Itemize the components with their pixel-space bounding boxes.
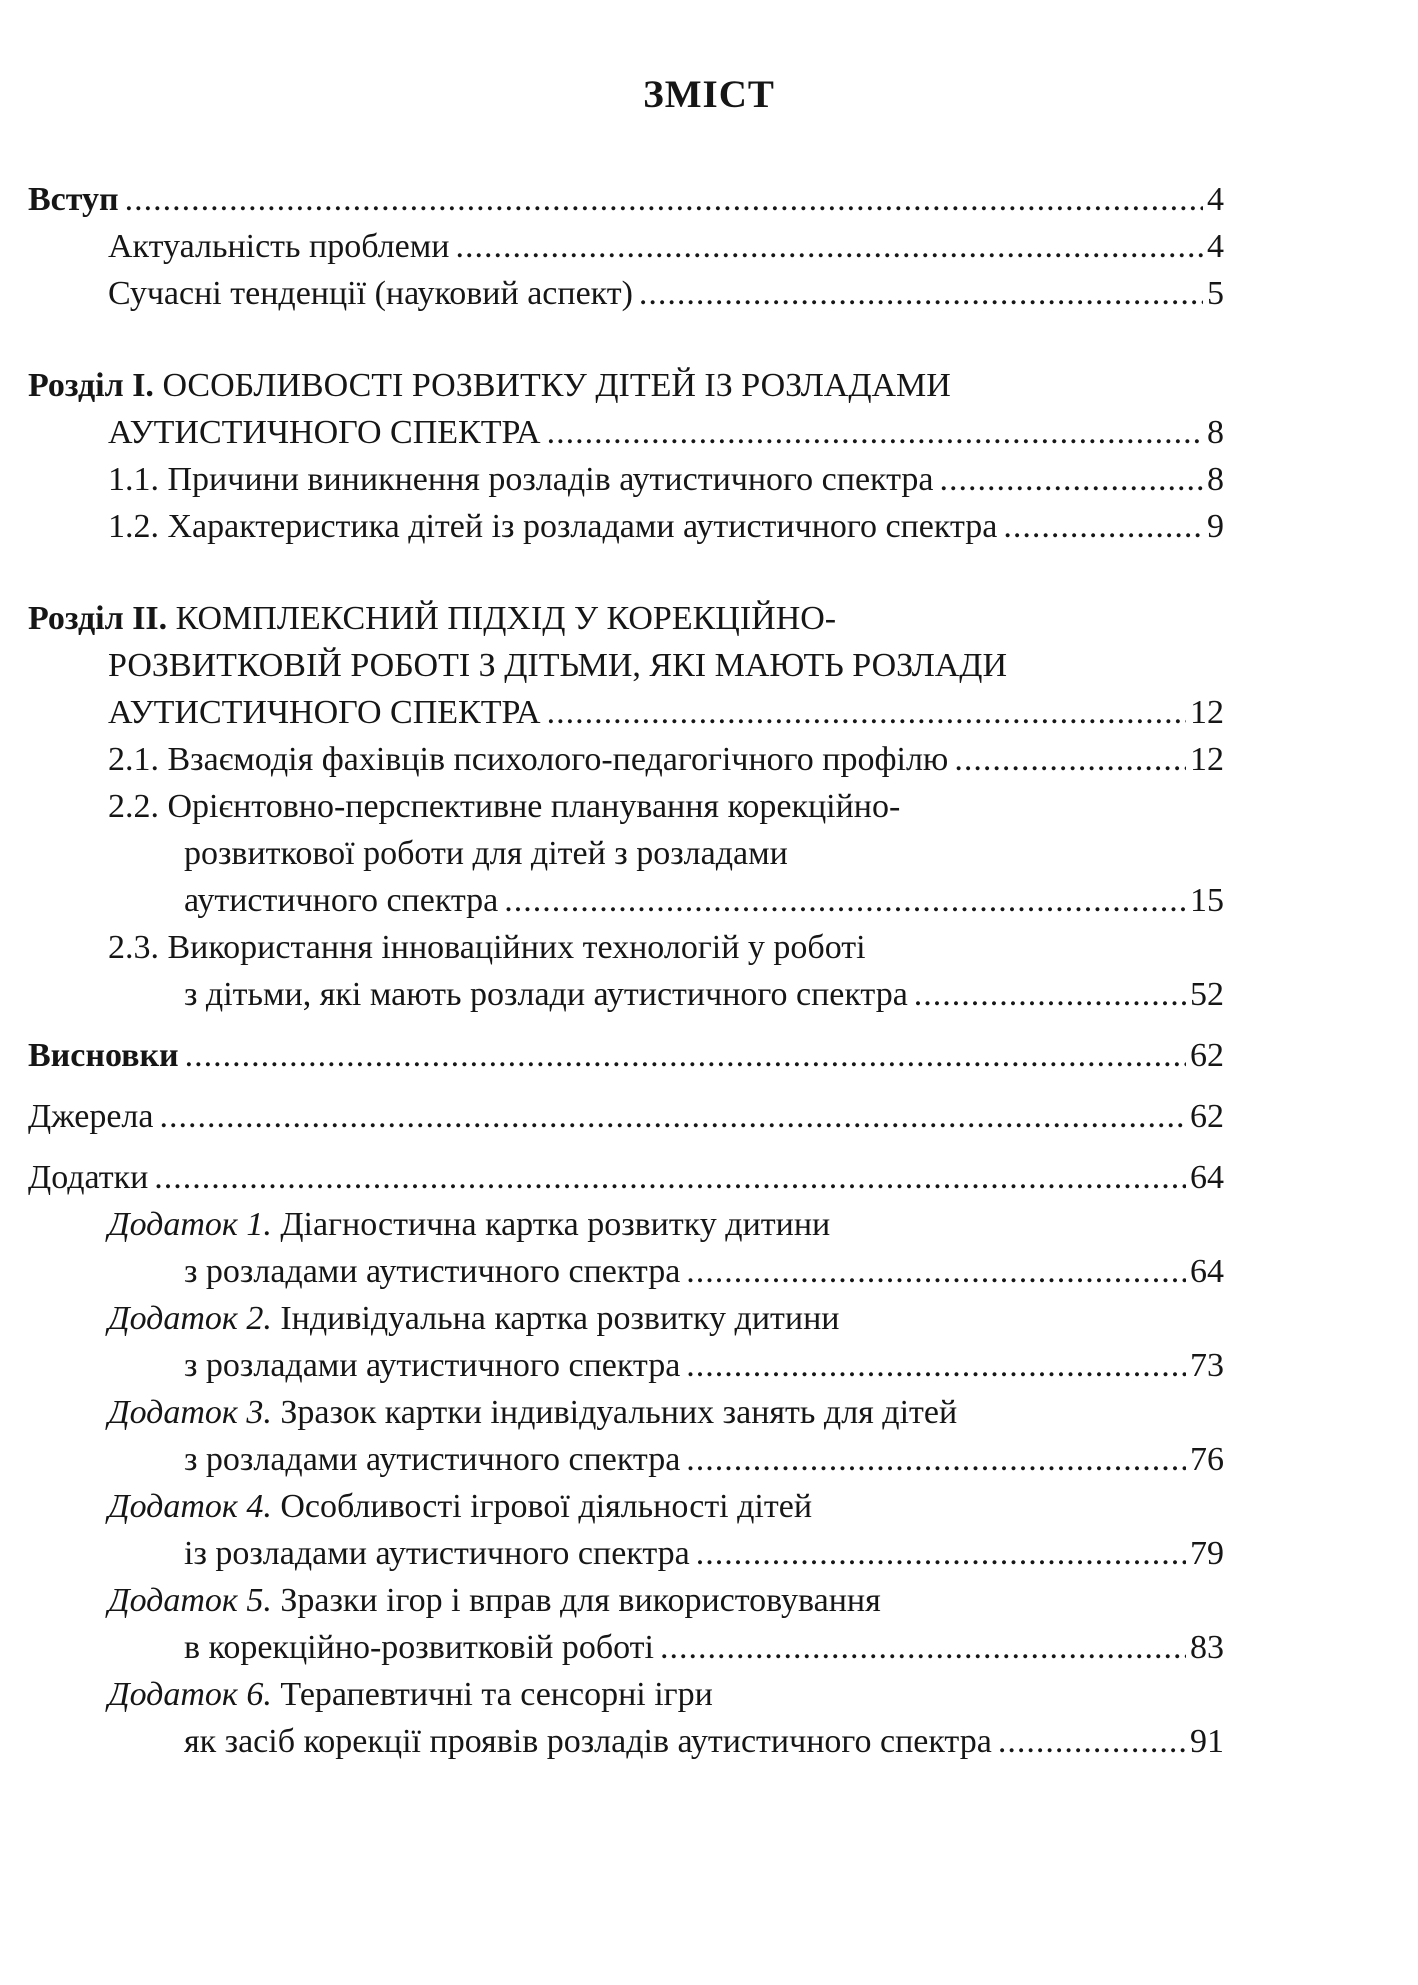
toc-entry-conclusions	[28, 1032, 1224, 1079]
appendix-title-line: як засіб корекції проявів розладів аутистичного спектра	[184, 1723, 992, 1760]
appendix-prefix: Додаток 6.	[108, 1676, 272, 1713]
toc-label: розвиткової роботи для дітей з розладами	[184, 835, 788, 872]
toc-entry-2-3-line-1	[28, 924, 1224, 971]
appendix-title-line: Індивідуальна картка розвитку дитини	[271, 1300, 840, 1337]
toc-entry-2-3	[28, 971, 1224, 1018]
toc-page: 9	[1207, 508, 1224, 545]
appendix-title-line: в корекційно-розвитковій роботі	[184, 1629, 654, 1666]
table-of-contents	[28, 176, 1224, 1765]
toc-leader	[504, 877, 1186, 924]
toc-leader	[686, 1436, 1186, 1483]
toc-leader	[939, 456, 1203, 503]
toc-page: 4	[1207, 181, 1224, 218]
toc-entry-appendix-4-title	[28, 1483, 1224, 1530]
appendix-title-line: Зразки ігор і вправ для використовування	[271, 1582, 881, 1619]
toc-leader	[686, 1248, 1186, 1295]
toc-leader	[914, 971, 1186, 1018]
toc-entry-intro	[28, 176, 1224, 223]
appendix-title-line: Діагностична картка розвитку дитини	[271, 1206, 831, 1243]
toc-page: 8	[1207, 461, 1224, 498]
toc-entry-1-2	[28, 503, 1224, 550]
toc-label: з дітьми, які мають розлади аутистичного спектра	[184, 976, 908, 1013]
toc-page: 91	[1190, 1723, 1224, 1760]
toc-page: 4	[1207, 228, 1224, 265]
appendix-title-line: з розладами аутистичного спектра	[184, 1441, 681, 1478]
toc-entry-appendix-5	[28, 1624, 1224, 1671]
toc-entry-chapter-2-title-2	[28, 642, 1224, 689]
page-title: ЗМІСТ	[643, 73, 775, 116]
toc-page: 15	[1190, 882, 1224, 919]
toc-leader	[185, 1032, 1186, 1079]
toc-label: 2.1. Взаємодія фахівців психолого-педагогічного профілю	[108, 741, 949, 778]
toc-leader	[998, 1718, 1186, 1765]
toc-entry-2-2	[28, 877, 1224, 924]
toc-entry-appendix-4	[28, 1530, 1224, 1577]
toc-leader	[159, 1093, 1186, 1140]
toc-leader	[125, 176, 1203, 223]
toc-label: 1.1. Причини виникнення розладів аутистичного спектра	[108, 461, 934, 498]
toc-entry-intro-2	[28, 270, 1224, 317]
toc-leader	[1003, 503, 1203, 550]
toc-entry-2-2-line-1	[28, 783, 1224, 830]
toc-leader	[639, 270, 1203, 317]
appendix-prefix: Додаток 1.	[108, 1206, 272, 1243]
appendix-title-line: з розладами аутистичного спектра	[184, 1347, 681, 1384]
toc-page: 52	[1190, 976, 1224, 1013]
toc-label: Джерела	[28, 1098, 154, 1135]
toc-page: 12	[1190, 741, 1224, 778]
chapter-title-line: АУТИСТИЧНОГО СПЕКТРА	[108, 414, 541, 451]
appendix-title-line: з розладами аутистичного спектра	[184, 1253, 681, 1290]
toc-leader	[686, 1342, 1186, 1389]
toc-label: Сучасні тенденції (науковий аспект)	[108, 275, 633, 312]
appendix-title-line: Особливості ігрової діяльності дітей	[271, 1488, 813, 1525]
toc-entry-appendix-5-title	[28, 1577, 1224, 1624]
toc-entry-appendices	[28, 1154, 1224, 1201]
toc-page: 83	[1190, 1629, 1224, 1666]
toc-label: Вступ	[28, 181, 119, 218]
toc-entry-appendix-6	[28, 1718, 1224, 1765]
toc-page: 62	[1190, 1037, 1224, 1074]
toc-entry-intro-1	[28, 223, 1224, 270]
toc-page: 8	[1207, 414, 1224, 451]
chapter-title-line: КОМПЛЕКСНИЙ ПІДХІД У КОРЕКЦІЙНО-	[175, 600, 837, 637]
toc-page: 76	[1190, 1441, 1224, 1478]
toc-entry-chapter-1-title	[28, 362, 1224, 409]
toc-entry-chapter-2	[28, 689, 1224, 736]
appendix-prefix: Додаток 5.	[108, 1582, 272, 1619]
toc-entry-appendix-2-title	[28, 1295, 1224, 1342]
toc-entry-appendix-6-title	[28, 1671, 1224, 1718]
toc-leader	[696, 1530, 1186, 1577]
toc-entry-appendix-1-title	[28, 1201, 1224, 1248]
toc-leader	[547, 689, 1186, 736]
chapter-title-line: АУТИСТИЧНОГО СПЕКТРА	[108, 694, 541, 731]
toc-label: 1.2. Характеристика дітей із розладами аутистичного спектра	[108, 508, 998, 545]
appendix-title-line: із розладами аутистичного спектра	[184, 1535, 690, 1572]
toc-entry-sources	[28, 1093, 1224, 1140]
toc-entry-appendix-3-title	[28, 1389, 1224, 1436]
appendix-title-line: Терапевтичні та сенсорні ігри	[271, 1676, 713, 1713]
toc-label: 2.3. Використання інноваційних технологій у роботі	[108, 929, 866, 966]
toc-leader	[547, 409, 1203, 456]
toc-page: 62	[1190, 1098, 1224, 1135]
toc-leader	[455, 223, 1203, 270]
toc-entry-2-2-line-2	[28, 830, 1224, 877]
chapter-title-line: ОСОБЛИВОСТІ РОЗВИТКУ ДІТЕЙ ІЗ РОЗЛАДАМИ	[162, 367, 951, 404]
toc-entry-appendix-1	[28, 1248, 1224, 1295]
toc-entry-appendix-3	[28, 1436, 1224, 1483]
toc-entry-1-1	[28, 456, 1224, 503]
appendix-title-line: Зразок картки індивідуальних занять для дітей	[271, 1394, 958, 1431]
toc-page: 64	[1190, 1253, 1224, 1290]
toc-page: 73	[1190, 1347, 1224, 1384]
toc-entry-chapter-1	[28, 409, 1224, 456]
toc-entry-chapter-2-title	[28, 595, 1224, 642]
toc-entry-2-1	[28, 736, 1224, 783]
appendix-prefix: Додаток 2.	[108, 1300, 272, 1337]
toc-label: Висновки	[28, 1037, 179, 1074]
toc-label: 2.2. Орієнтовно-перспективне планування корекційно-	[108, 788, 901, 825]
toc-entry-appendix-2	[28, 1342, 1224, 1389]
chapter-prefix: Розділ І.	[28, 367, 154, 404]
toc-label: Додатки	[28, 1159, 149, 1196]
toc-leader	[154, 1154, 1186, 1201]
appendix-prefix: Додаток 4.	[108, 1488, 272, 1525]
toc-page: 5	[1207, 275, 1224, 312]
toc-page: 64	[1190, 1159, 1224, 1196]
toc-leader	[660, 1624, 1186, 1671]
toc-label: аутистичного спектра	[184, 882, 499, 919]
toc-label: Актуальність проблеми	[108, 228, 450, 265]
toc-page: 79	[1190, 1535, 1224, 1572]
toc-page: 12	[1190, 694, 1224, 731]
appendix-prefix: Додаток 3.	[108, 1394, 272, 1431]
toc-leader	[954, 736, 1186, 783]
chapter-title-line: РОЗВИТКОВІЙ РОБОТІ З ДІТЬМИ, ЯКІ МАЮТЬ РОЗЛАДИ	[108, 647, 1008, 684]
chapter-prefix: Розділ ІІ.	[28, 600, 168, 637]
